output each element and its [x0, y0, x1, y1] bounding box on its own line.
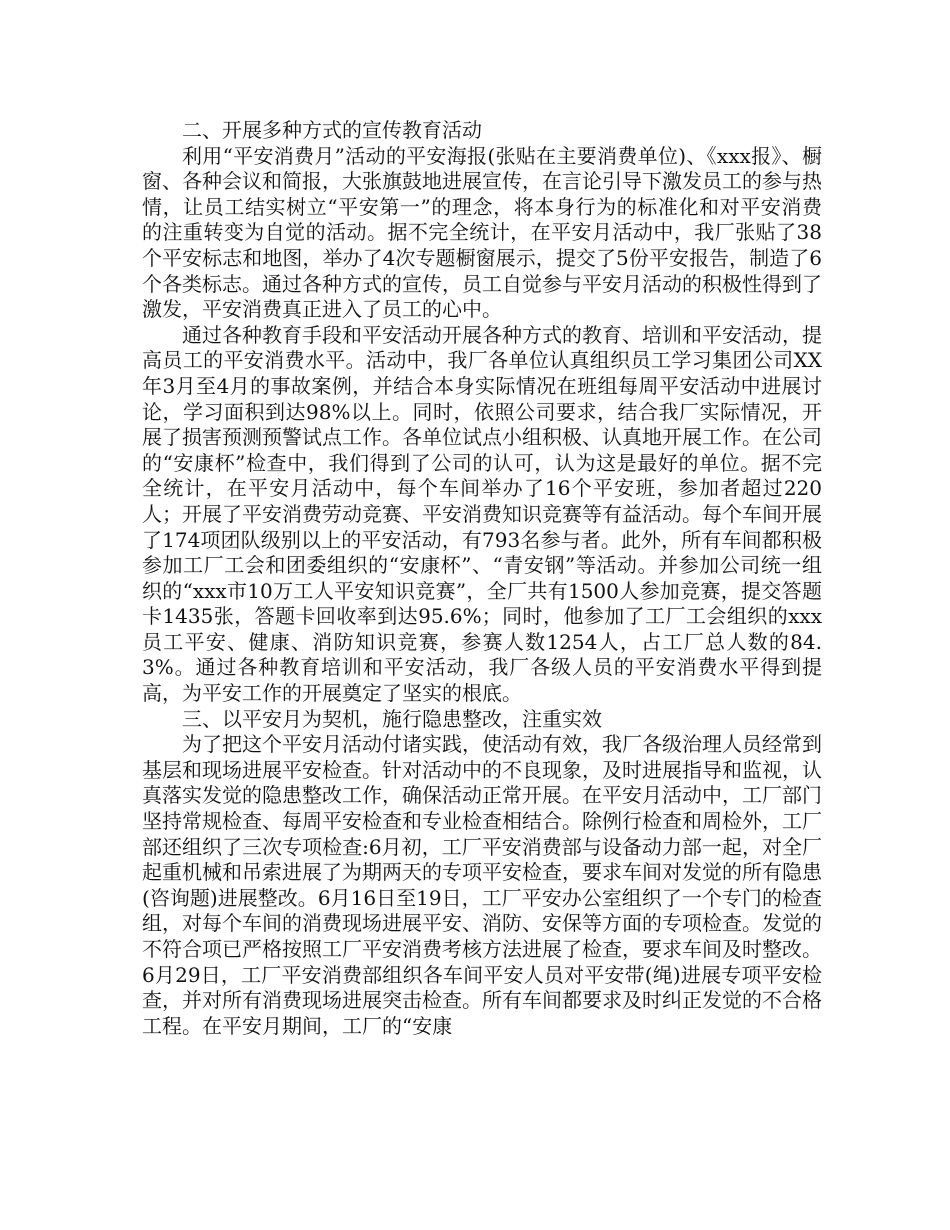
section-heading-3: 三、以平安月为契机，施行隐患整改，注重实效 [182, 706, 602, 731]
paragraph-inspection: 为了把这个平安月活动付诸实践，使活动有效，我厂各级治理人员经常到基层和现场进展平安检查。针对活动中的不良现象，及时进展指导和监视，认真落实发觉的隐患整改工作，确保活动正常开展。在平安月活动中，工厂部门坚持常规检查、每周平安检查和专业检查相结合。除例行检查和周检外，工厂部还组织了三次专项检查:6月初，工厂平安消费部与设备动力部一起，对全厂起重机械和吊索进展了为期两天的专项平安检查，要求车间对发觉的所有隐患(咨询题)进展整改。6月16日至19日，工厂平安办公室组织了一个专门的检查组，对每个车间的消费现场进展平安、消防、安保等方面的专项检查。发觉的不符合项已严格按照工厂平安消费考核方法进展了检查，要求车间及时整改。6月29日，工厂平安消费部组织各车间平安人员对平安带(绳)进展专项平安检查，并对所有消费现场进展突击检查。所有车间都要求及时纠正发觉的不合格工程。在平安月期间，工厂的“安康 [142, 732, 822, 1038]
paragraph-education: 通过各种教育手段和平安活动开展各种方式的教育、培训和平安活动，提高员工的平安消费水平。活动中，我厂各单位认真组织员工学习集团公司XX年3月至4月的事故案例，并结合本身实际情况在班组每周平安活动中进展讨论，学习面积到达98%以上。同时，依照公司要求，结合我厂实际情况，开展了损害预测预警试点工作。各单位试点小组积极、认真地开展工作。在公司的“安康杯”检查中，我们得到了公司的认可，认为这是最好的单位。据不完全统计，在平安月活动中，每个车间举办了16个平安班，参加者超过220人；开展了平安消费劳动竞赛、平安消费知识竞赛等有益活动。每个车间开展了174项团队级别以上的平安活动，有793名参与者。此外，所有车间都积极参加工厂工会和团委组织的“安康杯”、“青安钢”等活动。并参加公司统一组织的“xxx市10万工人平安知识竞赛”，全厂共有1500人参加竞赛，提交答题卡1435张，答题卡回收率到达95.6%；同时，他参加了工厂工会组织的xxx员工平安、健康、消防知识竞赛，参赛人数1254人，占工厂总人数的84.3%。通过各种教育培训和平安活动，我厂各级人员的平安消费水平得到提高，为平安工作的开展奠定了坚实的根底。 [142, 322, 822, 706]
document-body [142, 118, 822, 1039]
section-heading-2: 二、开展多种方式的宣传教育活动 [182, 118, 482, 142]
paragraph-publicity: 利用“平安消费月”活动的平安海报(张贴在主要消费单位)、《xxx报》、橱窗、各种会议和简报，大张旗鼓地进展宣传，在言论引导下激发员工的参与热情，让员工结实树立“平安第一”的理念，将本身行为的标准化和对平安消费的注重转变为自觉的活动。据不完全统计，在平安月活动中，我厂张贴了38个平安标志和地图，举办了4次专题橱窗展示，提交了5份平安报告，制造了6个各类标志。通过各种方式的宣传，员工自觉参与平安月活动的积极性得到了激发，平安消费真正进入了员工的心中。 [142, 143, 822, 322]
